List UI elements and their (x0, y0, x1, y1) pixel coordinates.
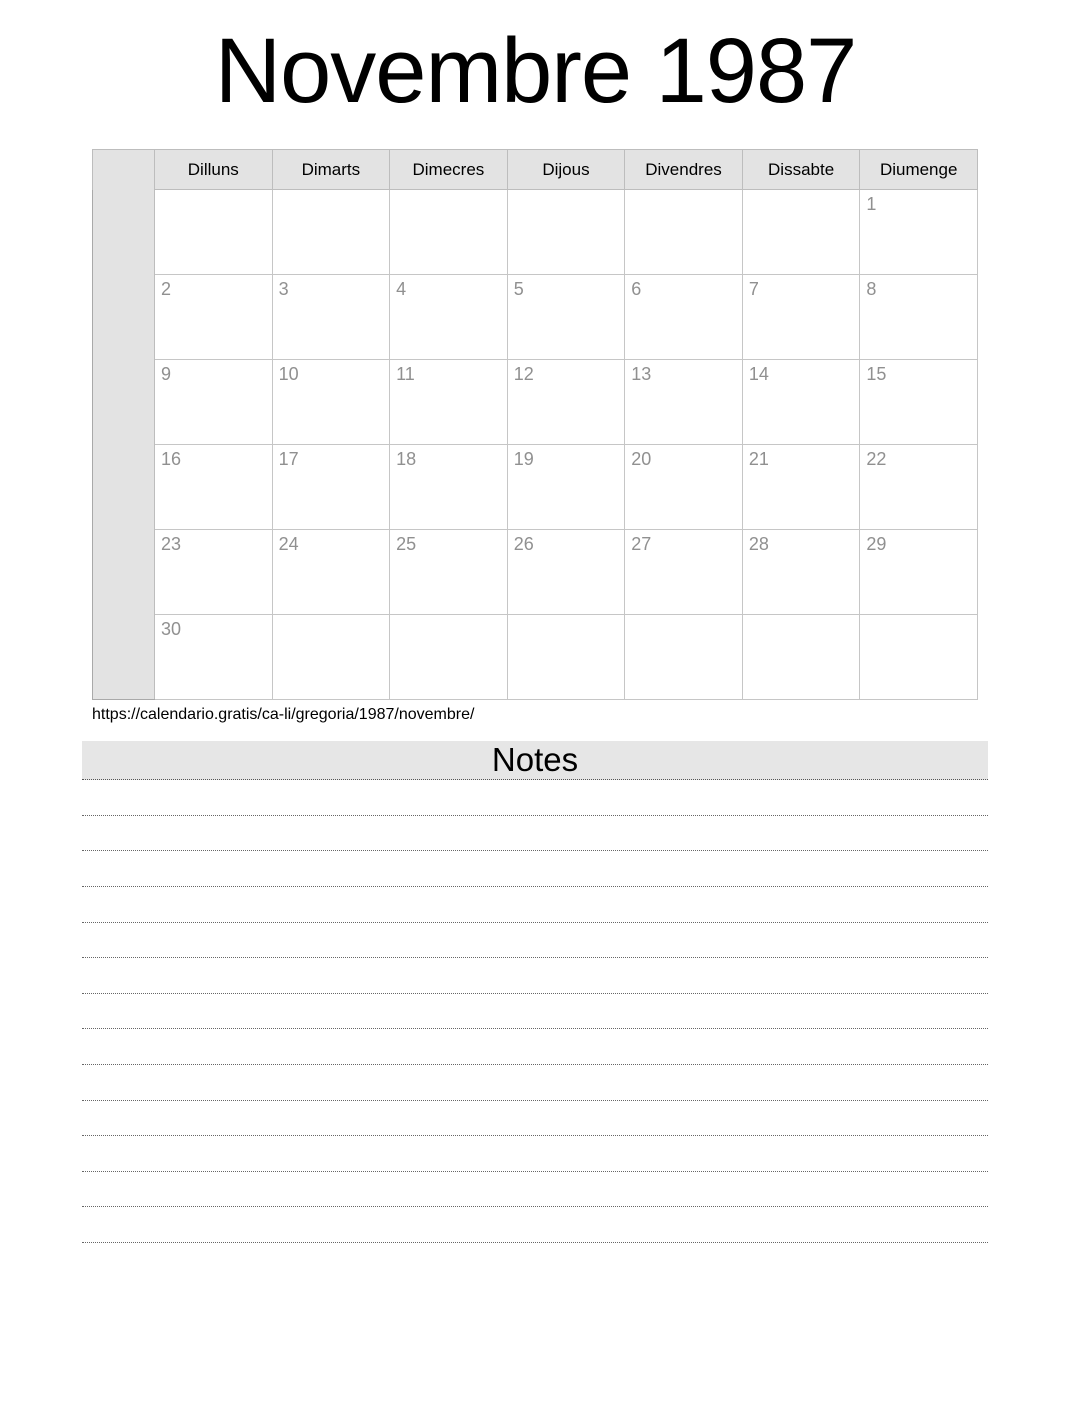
day-cell-6 (625, 275, 743, 360)
date-number: 26 (513, 534, 534, 555)
week-sidebar-cell (93, 360, 155, 445)
day-cell-empty (390, 190, 508, 275)
note-line (82, 1136, 988, 1172)
day-cell-23 (155, 530, 273, 615)
day-cell-21 (742, 445, 860, 530)
week-sidebar-cell (93, 445, 155, 530)
day-cell-2 (155, 275, 273, 360)
day-cell-10 (272, 360, 390, 445)
day-cell-28 (742, 530, 860, 615)
page-title: Novembre 1987 (214, 20, 857, 122)
date-number: 6 (631, 279, 642, 300)
day-cell-4 (390, 275, 508, 360)
corner-cell (93, 150, 155, 190)
day-cell-8 (860, 275, 978, 360)
day-cell-14 (742, 360, 860, 445)
note-line (82, 923, 988, 959)
day-cell-5 (507, 275, 625, 360)
day-cell-22 (860, 445, 978, 530)
date-number: 1 (866, 194, 877, 215)
day-cell-9 (155, 360, 273, 445)
date-number: 21 (748, 449, 769, 470)
date-number: 19 (513, 449, 534, 470)
date-number: 15 (866, 364, 887, 385)
day-cell-15 (860, 360, 978, 445)
date-number: 4 (396, 279, 407, 300)
date-number (509, 191, 624, 194)
week-sidebar-cell (93, 275, 155, 360)
date-number: 30 (161, 619, 182, 640)
date-number: 28 (748, 534, 769, 555)
day-cell-26 (507, 530, 625, 615)
day-cell-18 (390, 445, 508, 530)
day-header: Dimarts (272, 150, 390, 190)
date-number: 5 (513, 279, 524, 300)
date-number (156, 191, 271, 194)
notes-title-label: Notes (491, 741, 579, 779)
calendar-week-row (93, 445, 978, 530)
date-number (391, 616, 506, 619)
date-number (274, 191, 389, 194)
date-number (744, 191, 859, 194)
date-number: 2 (161, 279, 172, 300)
day-cell-29 (860, 530, 978, 615)
day-header: Dilluns (155, 150, 273, 190)
day-cell-16 (155, 445, 273, 530)
day-cell-20 (625, 445, 743, 530)
note-line (82, 958, 988, 994)
day-cell-empty (507, 190, 625, 275)
day-cell-19 (507, 445, 625, 530)
note-line (82, 1029, 988, 1065)
calendar-week-row (93, 190, 978, 275)
date-number (744, 616, 859, 619)
date-number: 25 (396, 534, 417, 555)
week-sidebar-cell (93, 530, 155, 615)
note-line (82, 1172, 988, 1208)
day-cell-empty (742, 615, 860, 700)
date-number: 14 (748, 364, 769, 385)
note-line (82, 780, 988, 816)
date-number: 7 (748, 279, 759, 300)
note-line (82, 1207, 988, 1243)
day-header: Diumenge (860, 150, 978, 190)
day-cell-12 (507, 360, 625, 445)
day-cell-empty (625, 615, 743, 700)
date-number: 12 (513, 364, 534, 385)
day-header: Dijous (507, 150, 625, 190)
week-sidebar-cell (93, 190, 155, 275)
day-cell-30 (155, 615, 273, 700)
calendar-body (93, 190, 978, 700)
date-number: 9 (161, 364, 172, 385)
day-cell-17 (272, 445, 390, 530)
note-line (82, 887, 988, 923)
date-number (626, 616, 741, 619)
calendar-week-row (93, 530, 978, 615)
calendar-page (0, 20, 1071, 1406)
date-number (626, 191, 741, 194)
note-line (82, 994, 988, 1030)
date-number: 13 (631, 364, 652, 385)
day-cell-empty (742, 190, 860, 275)
day-cell-empty (272, 615, 390, 700)
date-number: 22 (866, 449, 887, 470)
date-number: 24 (278, 534, 299, 555)
date-number: 10 (278, 364, 299, 385)
notes-header (82, 741, 988, 780)
date-number (274, 616, 389, 619)
date-number: 18 (396, 449, 417, 470)
calendar-table (92, 149, 978, 700)
date-number (391, 191, 506, 194)
day-cell-empty (507, 615, 625, 700)
day-cell-empty (390, 615, 508, 700)
calendar-week-row (93, 360, 978, 445)
week-sidebar-cell (93, 615, 155, 700)
day-header: Dissabte (742, 150, 860, 190)
calendar-week-row (93, 615, 978, 700)
note-line (82, 851, 988, 887)
date-number: 27 (631, 534, 652, 555)
date-number: 17 (278, 449, 299, 470)
note-line (82, 816, 988, 852)
notes-lines (82, 780, 988, 1243)
date-number: 11 (396, 364, 415, 385)
note-line (82, 1101, 988, 1137)
calendar-week-row (93, 275, 978, 360)
date-number: 3 (278, 279, 289, 300)
date-number: 8 (866, 279, 877, 300)
date-number: 16 (161, 449, 182, 470)
source-url: https://calendario.gratis/ca-li/gregoria/1987/novembre/ (92, 706, 475, 724)
day-cell-11 (390, 360, 508, 445)
day-cell-empty (272, 190, 390, 275)
day-cell-25 (390, 530, 508, 615)
day-cell-3 (272, 275, 390, 360)
day-cell-empty (860, 615, 978, 700)
date-number: 29 (866, 534, 887, 555)
date-number (861, 616, 976, 619)
day-cell-1 (860, 190, 978, 275)
day-cell-7 (742, 275, 860, 360)
date-number: 20 (631, 449, 652, 470)
day-cell-27 (625, 530, 743, 615)
day-header: Dimecres (390, 150, 508, 190)
date-number (509, 616, 624, 619)
day-cell-empty (155, 190, 273, 275)
day-cell-13 (625, 360, 743, 445)
note-line (82, 1065, 988, 1101)
day-cell-24 (272, 530, 390, 615)
calendar-header-row (93, 150, 978, 190)
day-header: Divendres (625, 150, 743, 190)
date-number: 23 (161, 534, 182, 555)
day-cell-empty (625, 190, 743, 275)
